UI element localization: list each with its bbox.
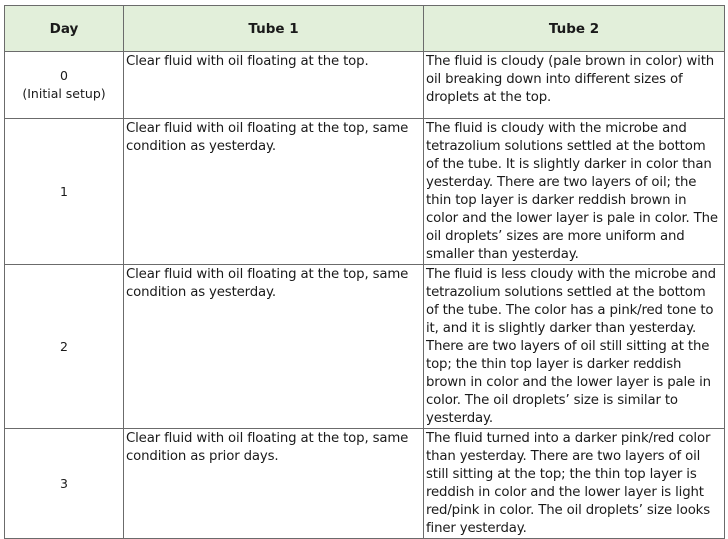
tube-2-observation: The fluid is cloudy with the microbe and tetrazolium solutions settled at the bottom of the tube. It is slightly darker in color than yesterday. There are two layers of oil; the thin top layer is darker reddish brown in color and the lower layer is pale in color. The oil droplets’ sizes are more uniform and smaller than yesterday.: [424, 119, 725, 265]
table-row: [5, 119, 725, 265]
table-row: [5, 429, 725, 539]
day-number: 0: [60, 68, 68, 83]
tube-2-observation: The fluid turned into a darker pink/red color than yesterday. There are two layers of oil still sitting at the top; the thin top layer is reddish in color and the lower layer is light red/pink in color. The oil droplets’ size looks finer yesterday.: [424, 429, 725, 539]
table-row: [5, 265, 725, 429]
header-tube-1: Tube 1: [124, 6, 424, 52]
tube-1-observation: Clear fluid with oil floating at the top, same condition as yesterday.: [124, 265, 424, 429]
header-day: Day: [5, 6, 124, 52]
table-row: [5, 52, 725, 119]
day-cell: [5, 265, 124, 429]
header-tube-2: Tube 2: [424, 6, 725, 52]
day-number: 1: [60, 183, 68, 199]
observation-table: [4, 5, 725, 539]
tube-2-observation: The fluid is cloudy (pale brown in color) with oil breaking down into different sizes of droplets at the top.: [424, 52, 725, 119]
header-row: [5, 6, 725, 52]
day-cell: [5, 52, 124, 119]
tube-1-observation: Clear fluid with oil floating at the top, same condition as prior days.: [124, 429, 424, 539]
day-number: 3: [60, 475, 68, 491]
tube-1-observation: Clear fluid with oil floating at the top.: [124, 52, 424, 119]
day-cell: [5, 119, 124, 265]
day-number: 2: [60, 338, 68, 354]
tube-1-observation: Clear fluid with oil floating at the top, same condition as yesterday.: [124, 119, 424, 265]
day-note: (Initial setup): [22, 86, 106, 101]
tube-2-observation: The fluid is less cloudy with the microbe and tetrazolium solutions settled at the bottom of the tube. The color has a pink/red tone to it, and it is slightly darker than yesterday. There are two layers of oil still sitting at the top; the thin top layer is darker reddish brown in color and the lower layer is pale in color. The oil droplets’ size is similar to yesterday.: [424, 265, 725, 429]
day-cell: [5, 429, 124, 539]
